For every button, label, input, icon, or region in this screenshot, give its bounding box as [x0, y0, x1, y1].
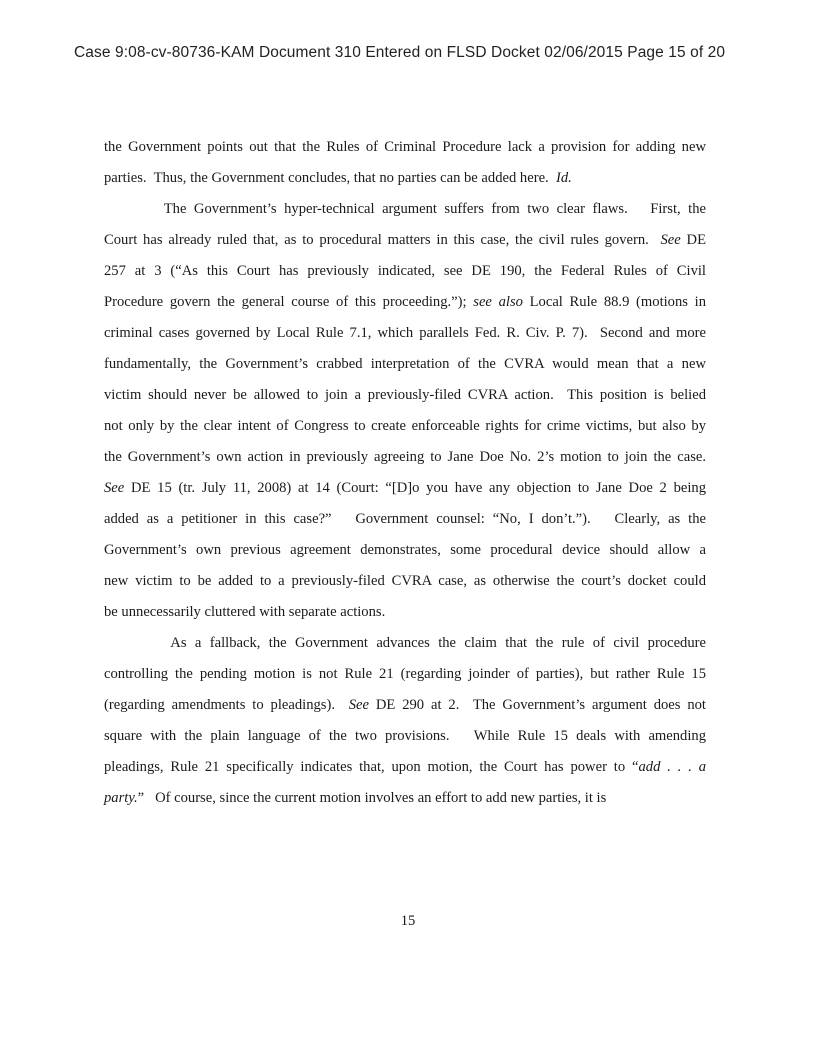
text-run: pleadings, Rule 21 specifically indicates that, upon motion, the Court has power to “	[104, 759, 639, 775]
text-line	[104, 597, 706, 628]
text-run: DE	[680, 232, 706, 248]
text-run: be unnecessarily cluttered with separate actions.	[104, 604, 386, 620]
text-run: victim should never be allowed to join a previously-filed CVRA action. This position is belied	[104, 387, 706, 403]
text-run: DE 15 (tr. July 11, 2008) at 14 (Court: “[D]o you have any objection to Jane Doe 2 being	[124, 480, 706, 496]
text-run: (regarding amendments to pleadings).	[104, 697, 349, 713]
text-run: fundamentally, the Government’s crabbed interpretation of the CVRA would mean that a new	[104, 356, 706, 372]
text-run: added as a petitioner in this case?” Government counsel: “No, I don’t.”). Clearly, as the	[104, 511, 706, 527]
text-run: ” Of course, since the current motion involves an effort to add new parties, it is	[137, 790, 607, 806]
text-line	[104, 132, 706, 163]
text-run: the Government points out that the Rules of Criminal Procedure lack a provision for adding new	[104, 139, 706, 155]
text-run: As a fallback, the Government advances the claim that the rule of civil procedure	[104, 635, 706, 651]
italic-text-run: See	[660, 232, 681, 248]
text-line	[104, 349, 706, 380]
text-line	[104, 690, 706, 721]
italic-text-run: see also	[473, 294, 523, 310]
paragraph	[104, 628, 706, 814]
text-line	[104, 504, 706, 535]
body-text	[104, 132, 706, 814]
paragraph	[104, 132, 706, 194]
italic-text-run: party.	[104, 790, 138, 806]
text-line	[104, 752, 706, 783]
text-run: Government’s own previous agreement demonstrates, some procedural device should allow a	[104, 542, 706, 558]
text-line	[104, 628, 706, 659]
text-line	[104, 473, 706, 504]
docket-header: Case 9:08-cv-80736-KAM Document 310 Entered on FLSD Docket 02/06/2015 Page 15 of 20	[74, 44, 726, 61]
italic-text-run: Id.	[556, 170, 572, 186]
text-run: Procedure govern the general course of this proceeding.”);	[104, 294, 474, 310]
text-run: the Government’s own action in previously agreeing to Jane Doe No. 2’s motion to join the case.	[104, 449, 706, 465]
text-line	[104, 659, 706, 690]
text-run: parties. Thus, the Government concludes, that no parties can be added here.	[104, 170, 556, 186]
text-line	[104, 287, 706, 318]
text-run: criminal cases governed by Local Rule 7.1, which parallels Fed. R. Civ. P. 7). Second and more	[104, 325, 706, 341]
text-line	[104, 256, 706, 287]
text-run: Local Rule 88.9 (motions in	[522, 294, 707, 310]
text-line	[104, 163, 706, 194]
text-line	[104, 225, 706, 256]
italic-text-run: See	[348, 697, 369, 713]
text-line	[104, 380, 706, 411]
paragraph	[104, 194, 706, 628]
text-run: not only by the clear intent of Congress to create enforceable rights for crime victims, but also by	[104, 418, 706, 434]
text-run: square with the plain language of the two provisions. While Rule 15 deals with amending	[104, 728, 706, 744]
italic-text-run: See	[104, 480, 125, 496]
text-line	[104, 442, 706, 473]
text-run: new victim to be added to a previously-filed CVRA case, as otherwise the court’s docket could	[104, 573, 706, 589]
text-line	[104, 721, 706, 752]
italic-text-run: add . . . a	[638, 759, 707, 775]
text-run: The Government’s hyper-technical argument suffers from two clear flaws. First, the	[104, 201, 706, 217]
text-line	[104, 194, 706, 225]
page-number: 15	[400, 913, 416, 929]
text-run: Court has already ruled that, as to procedural matters in this case, the civil rules govern.	[104, 232, 661, 248]
text-line	[104, 318, 706, 349]
text-line	[104, 566, 706, 597]
text-run: DE 290 at 2. The Government’s argument does not	[369, 697, 706, 713]
text-run: controlling the pending motion is not Rule 21 (regarding joinder of parties), but rather Rule 15	[104, 666, 706, 682]
text-line	[104, 411, 706, 442]
text-line	[104, 783, 706, 814]
text-run: 257 at 3 (“As this Court has previously indicated, see DE 190, the Federal Rules of Civil	[104, 263, 706, 279]
text-line	[104, 535, 706, 566]
